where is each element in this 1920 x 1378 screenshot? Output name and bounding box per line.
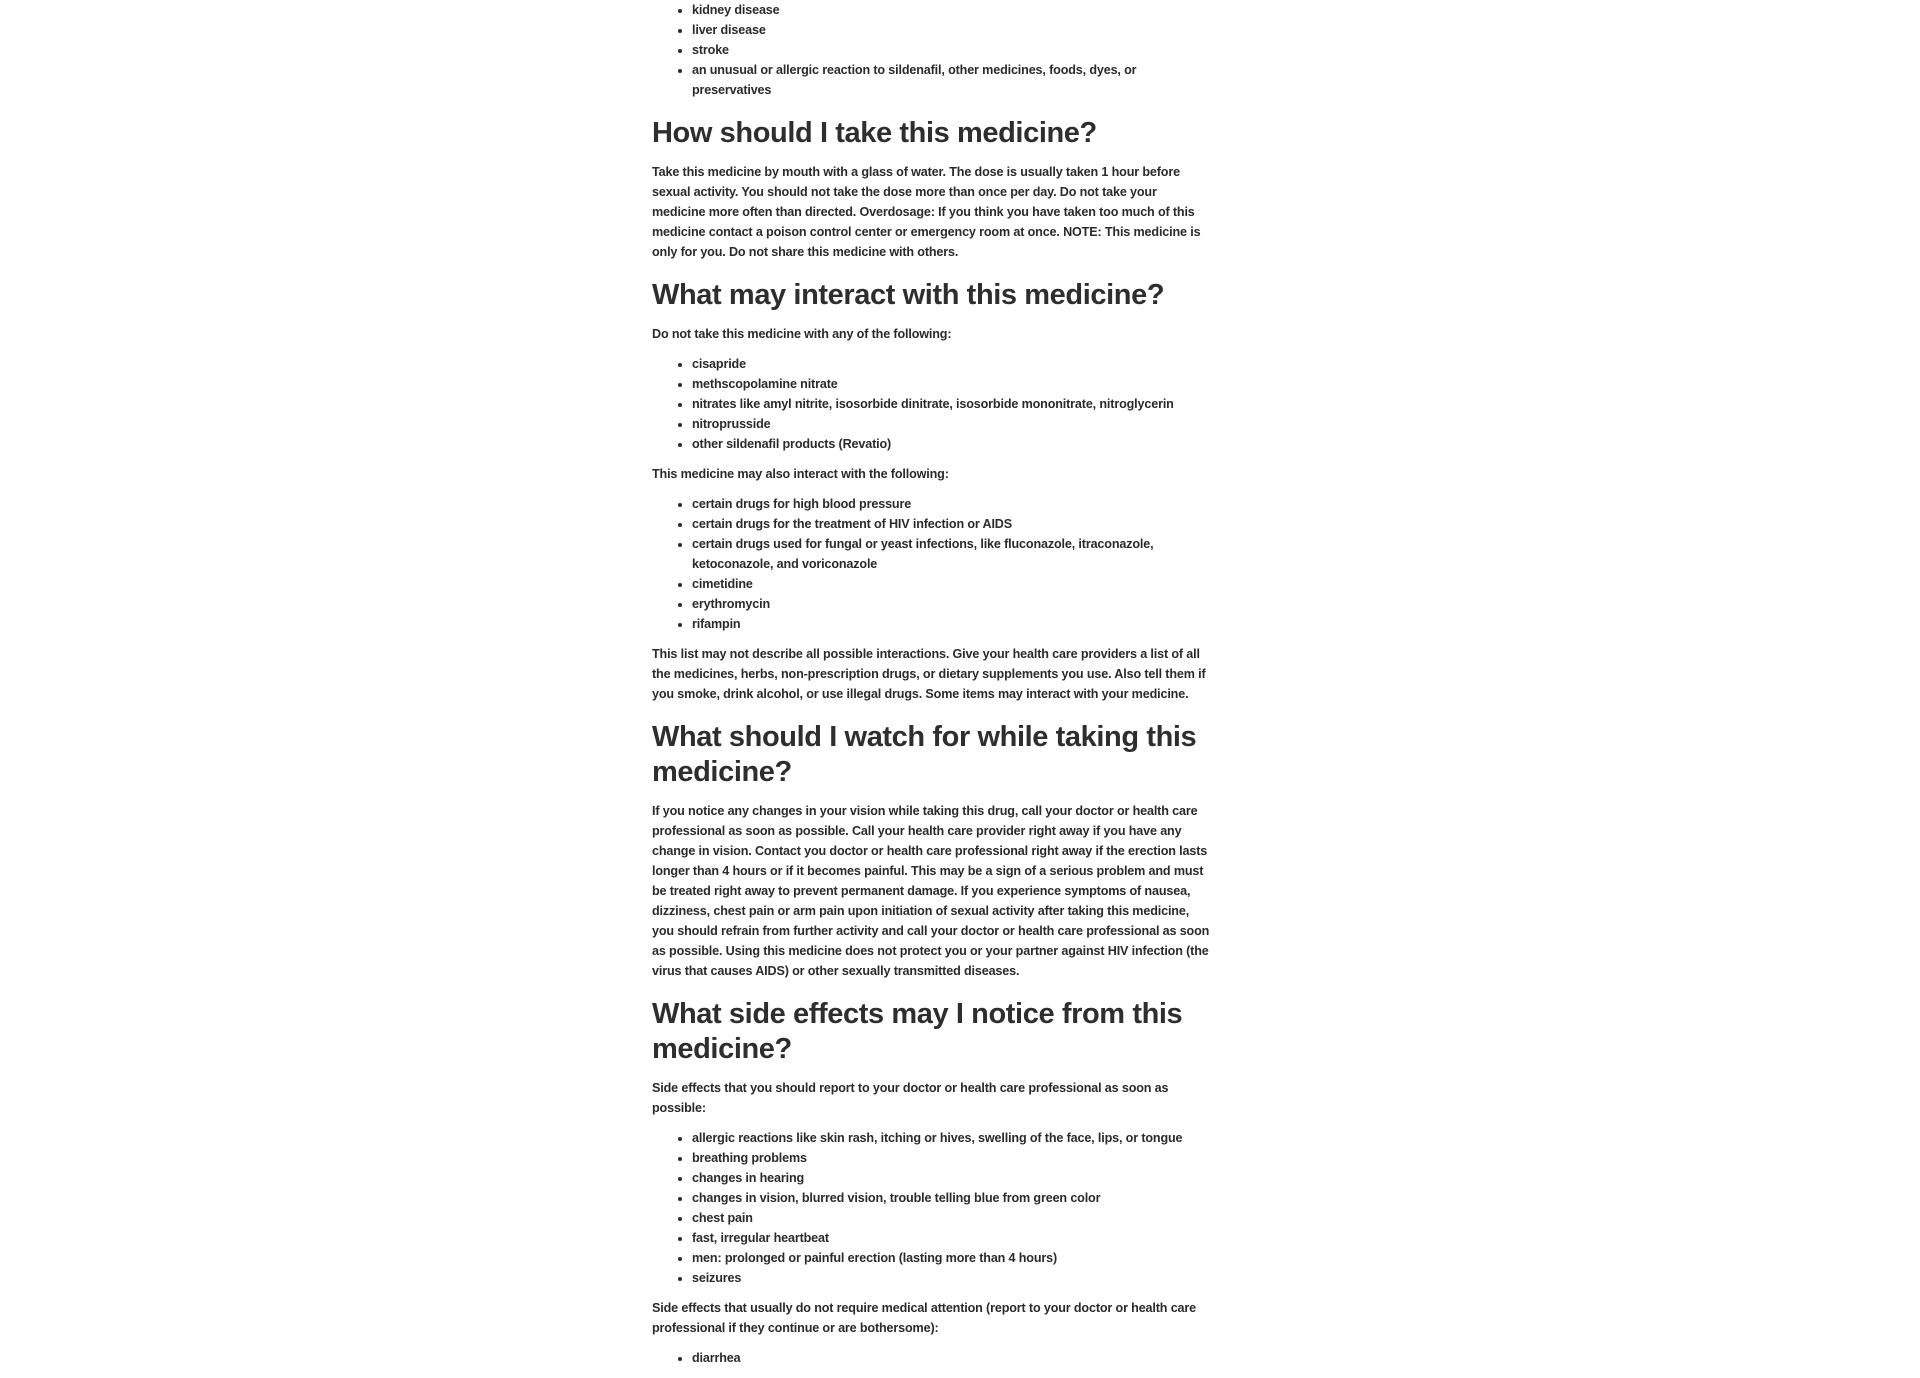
do-not-take-list [652, 354, 1212, 454]
watch-for-paragraph: If you notice any changes in your vision while taking this drug, call your doctor or health care professional as soon as possible. Call your health care provider right away if you have any change in vision. Contact you doctor or health care professional right away if the erection lasts longer than 4 hours or if it becomes painful. This may be a sign of a serious problem and must be treated right away to prevent permanent damage. If you experience symptoms of nausea, dizziness, chest pain or arm pain upon initiation of sexual activity after taking this medicine, you should refrain from further activity and call your doctor or health care professional as soon as possible. Using this medicine does not protect you or your partner against HIV infection (the virus that causes AIDS) or other sexually transmitted diseases. [652, 804, 1210, 978]
list-item: • chest pain [692, 1208, 1212, 1228]
list-item: • allergic reactions like skin rash, itching or hives, swelling of the face, lips, or tongue [692, 1128, 1212, 1148]
interactions-intro-also: This medicine may also interact with the following: [652, 467, 949, 481]
side-effects-intro-report: Side effects that you should report to your doctor or health care professional as soon as possible: [652, 1081, 1169, 1115]
interactions-closing-paragraph: This list may not describe all possible interactions. Give your health care providers a list of all the medicines, herbs, non-prescription drugs, or dietary supplements you use. Also tell them if you smoke, drink alcohol, or use illegal drugs. Some items may interact with your medicine. [652, 647, 1206, 701]
list-item: • diarrhea [692, 1348, 1212, 1368]
side-effects-intro-usually: Side effects that usually do not require medical attention (report to your doctor or health care professional if they continue or are bothersome): [652, 1301, 1197, 1335]
list-item: • certain drugs for high blood pressure [692, 494, 1212, 514]
list-item: • an unusual or allergic reaction to sildenafil, other medicines, foods, dyes, or preservatives [692, 60, 1212, 100]
section-heading-side-effects: What side effects may I notice from this medicine? [652, 998, 1183, 1065]
list-item: • erythromycin [692, 594, 1212, 614]
article-content [652, 0, 1212, 1378]
list-item: • certain drugs for the treatment of HIV infection or AIDS [692, 514, 1212, 534]
section-heading-watch-for: What should I watch for while taking this medicine? [652, 721, 1197, 788]
list-item: • changes in hearing [692, 1168, 1212, 1188]
list-item: • kidney disease [692, 0, 1212, 20]
list-item: • cisapride [692, 354, 1212, 374]
list-item: • nitrates like amyl nitrite, isosorbide dinitrate, isosorbide mononitrate, nitroglycerin [692, 394, 1212, 414]
list-item: • stroke [692, 40, 1212, 60]
list-item: • changes in vision, blurred vision, trouble telling blue from green color [692, 1188, 1212, 1208]
list-item: • breathing problems [692, 1148, 1212, 1168]
list-item: • seizures [692, 1268, 1212, 1288]
usually-side-effects-list [652, 1348, 1212, 1368]
may-interact-list [652, 494, 1212, 634]
list-item: • cimetidine [692, 574, 1212, 594]
section-heading-interactions: What may interact with this medicine? [652, 279, 1165, 311]
report-side-effects-list [652, 1128, 1212, 1288]
list-item: • men: prolonged or painful erection (lasting more than 4 hours) [692, 1248, 1212, 1268]
list-item: • other sildenafil products (Revatio) [692, 434, 1212, 454]
how-to-take-paragraph: Take this medicine by mouth with a glass of water. The dose is usually taken 1 hour before sexual activity. You should not take the dose more than once per day. Do not take your medicine more often than directed. Overdosage: If you think you have taken too much of this medicine contact a poison control center or emergency room at once. NOTE: This medicine is only for you. Do not share this medicine with others. [652, 165, 1201, 259]
list-item: • nitroprusside [692, 414, 1212, 434]
contraindications-list [652, 0, 1212, 100]
section-heading-how-to-take: How should I take this medicine? [652, 117, 1097, 149]
list-item: • methscopolamine nitrate [692, 374, 1212, 394]
list-item: • rifampin [692, 614, 1212, 634]
list-item: • fast, irregular heartbeat [692, 1228, 1212, 1248]
interactions-intro-do-not: Do not take this medicine with any of the following: [652, 327, 952, 341]
list-item: • certain drugs used for fungal or yeast infections, like fluconazole, itraconazole, ketoconazole, and voriconazole [692, 534, 1212, 574]
list-item: • liver disease [692, 20, 1212, 40]
